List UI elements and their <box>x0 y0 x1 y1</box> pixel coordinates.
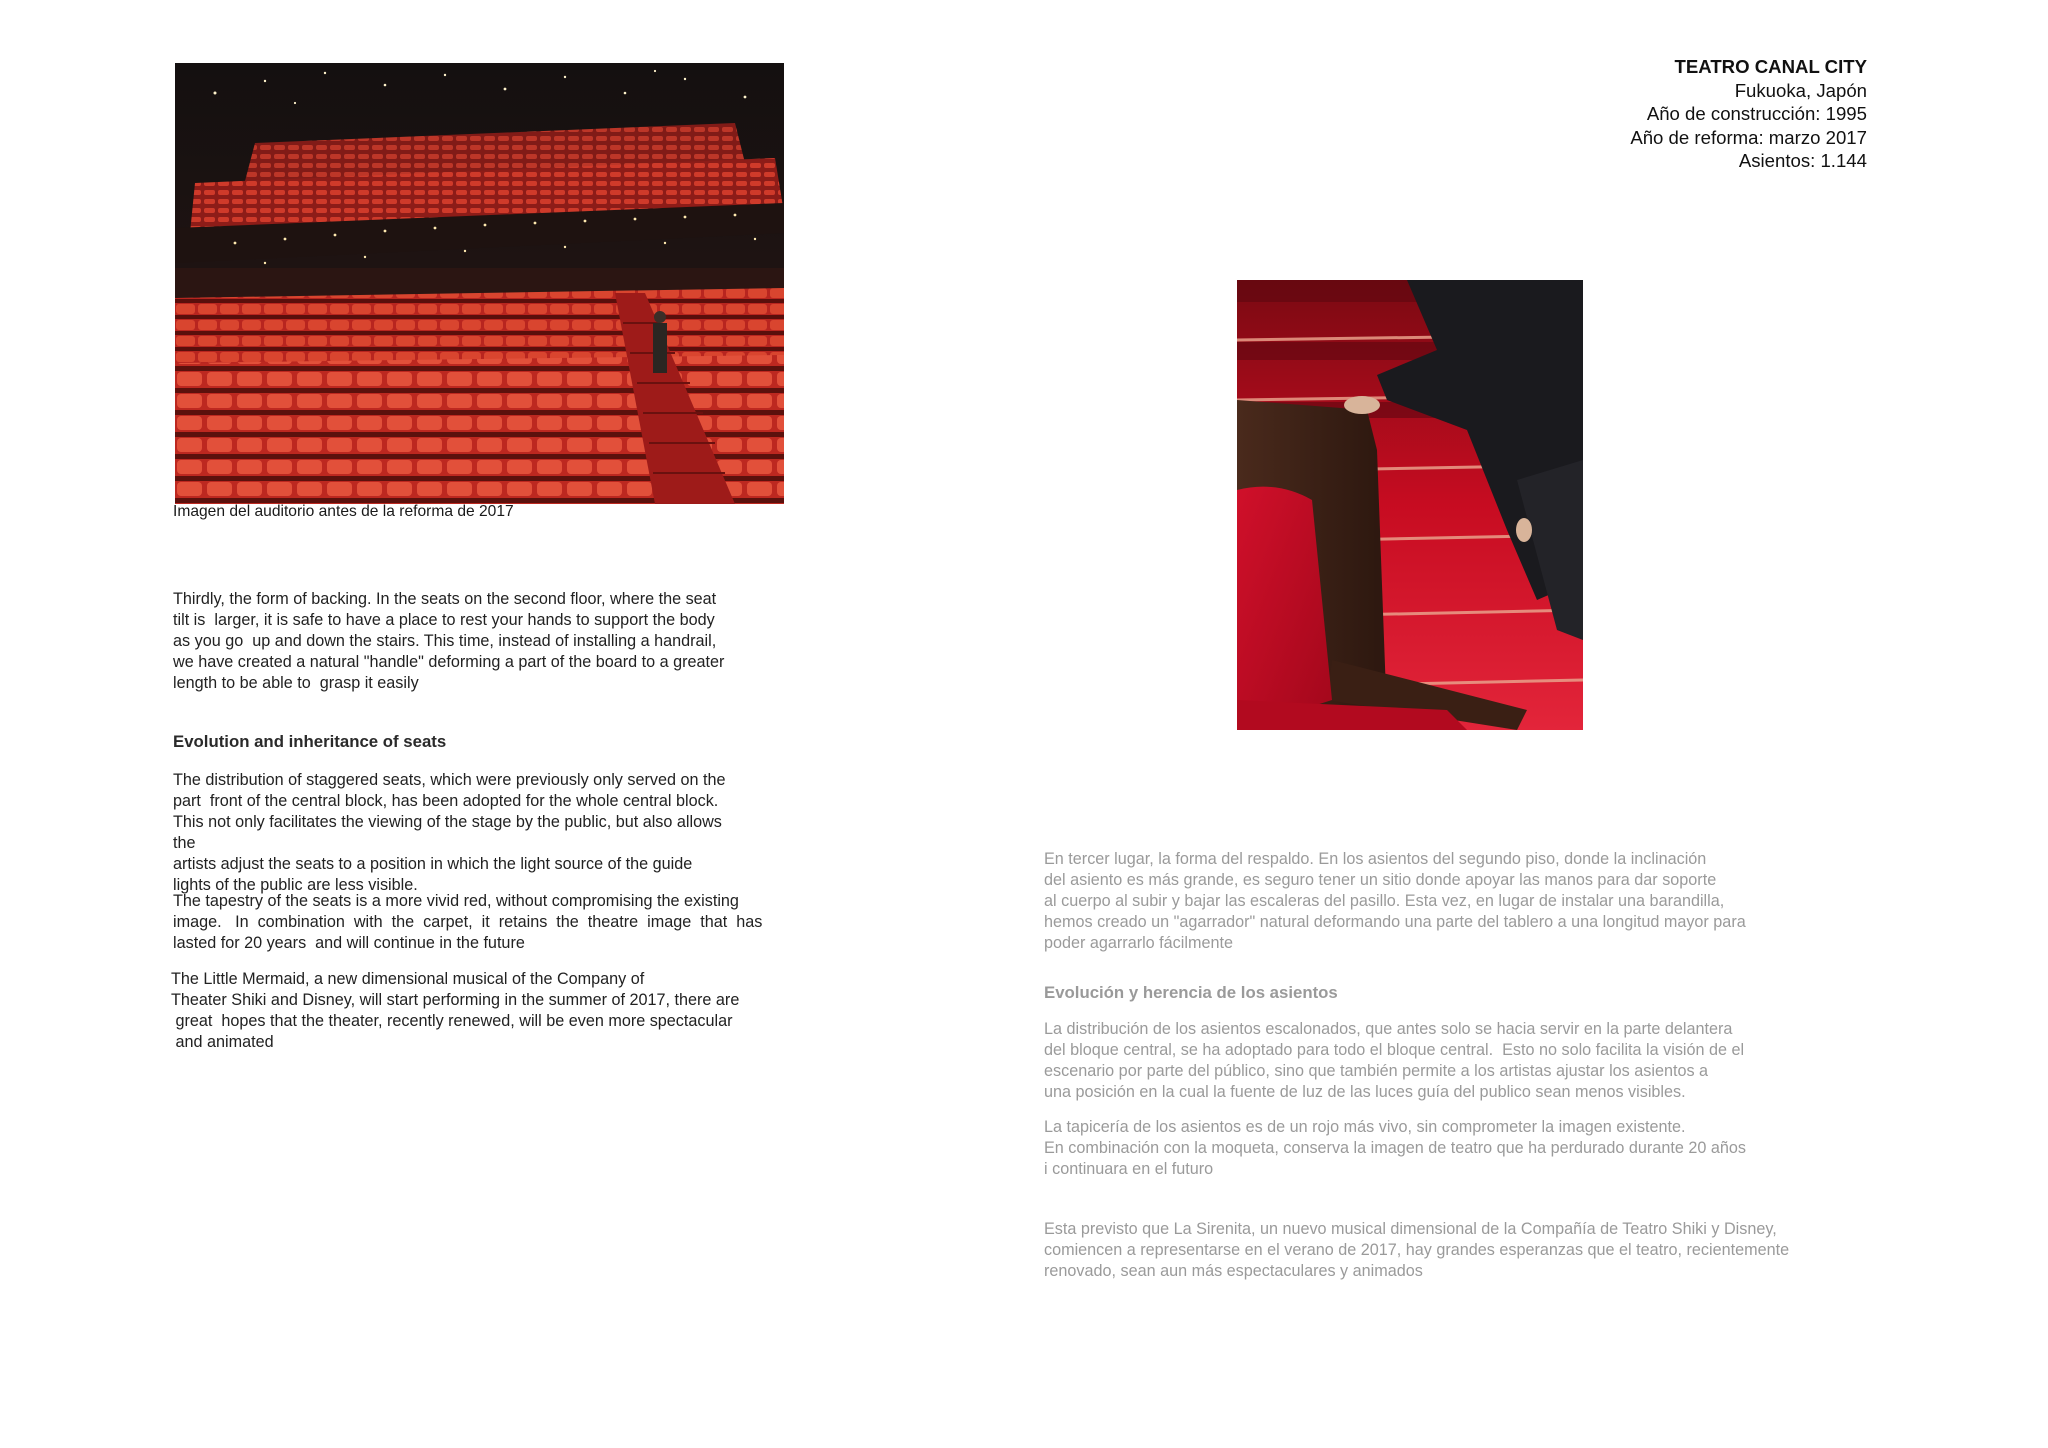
spanish-paragraph-staggered <box>1044 1019 1824 1103</box>
text-line: En combinación con la moqueta, conserva la imagen de teatro que ha perdurado durante 20 años <box>1044 1139 1746 1157</box>
english-paragraph-backing <box>173 589 773 694</box>
text-line: length to be able to grasp it easily <box>173 674 419 692</box>
text-line: i continuara en el futuro <box>1044 1160 1214 1178</box>
photo-caption: Imagen del auditorio antes de la reforma de 2017 <box>173 503 514 520</box>
theatre-location: Fukuoka, Japón <box>1734 79 1867 101</box>
text-line: al cuerpo al subir y bajar las escaleras del pasillo. Esta vez, en lugar de instalar una barandilla, <box>1044 892 1725 910</box>
text-line: En tercer lugar, la forma del respaldo. En los asientos del segundo piso, donde la inclinación <box>1044 850 1707 868</box>
text-line: hemos creado un "agarrador" natural deformando una parte del tablero a una longitud mayor para <box>1044 913 1746 931</box>
text-line: del asiento es más grande, es seguro tener un sitio donde apoyar las manos para dar soporte <box>1044 871 1717 889</box>
text-line: renovado, sean aun más espectaculares y animados <box>1044 1262 1423 1280</box>
spanish-section-heading: Evolución y herencia de los asientos <box>1044 983 1338 1002</box>
text-line: as you go up and down the stairs. This time, instead of installing a handrail, <box>173 632 717 650</box>
auditorium-photo <box>175 63 784 504</box>
text-line: comiencen a representarse en el verano de 2017, hay grandes esperanzas que el teatro, recientemente <box>1044 1241 1790 1259</box>
text-line: lights of the public are less visible. <box>173 876 418 894</box>
text-line: tilt is larger, it is safe to have a place to rest your hands to support the body <box>173 611 715 629</box>
english-section-heading: Evolution and inheritance of seats <box>173 732 447 751</box>
english-paragraph-mermaid <box>171 969 791 1053</box>
text-line: una posición en la cual la fuente de luz de las luces guía del publico sean menos visibles. <box>1044 1083 1686 1101</box>
seat-count: Asientos: 1.144 <box>1738 150 1867 171</box>
theatre-title: TEATRO CANAL CITY <box>1674 56 1867 77</box>
text-line: This not only facilitates the viewing of the stage by the public, but also allows <box>173 813 722 831</box>
auditorium-illustration <box>175 63 784 504</box>
text-line: artists adjust the seats to a position in which the light source of the guide <box>173 855 693 873</box>
text-line: lasted for 20 years and will continue in the future <box>173 934 525 952</box>
seat-handle-illustration <box>1237 280 1583 730</box>
text-line: La tapicería de los asientos es de un rojo más vivo, sin comprometer la imagen existente. <box>1044 1118 1686 1136</box>
text-line: and animated <box>171 1033 274 1051</box>
english-paragraph-staggered <box>173 770 773 896</box>
text-line: The tapestry of the seats is a more vivid red, without compromising the existing <box>173 892 739 910</box>
english-paragraph-tapestry <box>173 891 784 954</box>
text-line: poder agarrarlo fácilmente <box>1044 934 1233 952</box>
text-line: part front of the central block, has been adopted for the whole central block. <box>173 792 719 810</box>
text-line: great hopes that the theater, recently renewed, will be even more spectacular <box>171 1012 733 1030</box>
text-line: The Little Mermaid, a new dimensional musical of the Company of <box>171 970 645 988</box>
spanish-paragraph-backing <box>1044 849 1824 954</box>
spanish-paragraph-tapestry <box>1044 1117 1824 1180</box>
text-line: the <box>173 834 196 852</box>
text-line: Esta previsto que La Sirenita, un nuevo musical dimensional de la Compañía de Teatro Shiki y Disney, <box>1044 1220 1777 1238</box>
text-line: Thirdly, the form of backing. In the seats on the second floor, where the seat <box>173 590 717 608</box>
text-line: escenario por parte del público, sino que también permite a los artistas ajustar los asientos a <box>1044 1062 1709 1080</box>
spanish-paragraph-mermaid <box>1044 1219 1824 1282</box>
text-line: La distribución de los asientos escalonados, que antes solo se hacia servir en la parte delantera <box>1044 1020 1733 1038</box>
text-line: The distribution of staggered seats, which were previously only served on the <box>173 771 726 789</box>
text-line: del bloque central, se ha adoptado para todo el bloque central. Esto no solo facilita la visión de el <box>1044 1041 1745 1059</box>
theatre-info-header <box>1630 55 1867 173</box>
renovation-year: Año de reforma: marzo 2017 <box>1630 126 1867 148</box>
text-line: Theater Shiki and Disney, will start performing in the summer of 2017, there are <box>171 991 740 1009</box>
seat-handle-photo <box>1237 280 1583 730</box>
text-line: we have created a natural "handle" deforming a part of the board to a greater <box>173 653 725 671</box>
text-line: image. In combination with the carpet, it retains the theatre image that has <box>173 913 763 931</box>
construction-year: Año de construcción: 1995 <box>1646 103 1867 124</box>
